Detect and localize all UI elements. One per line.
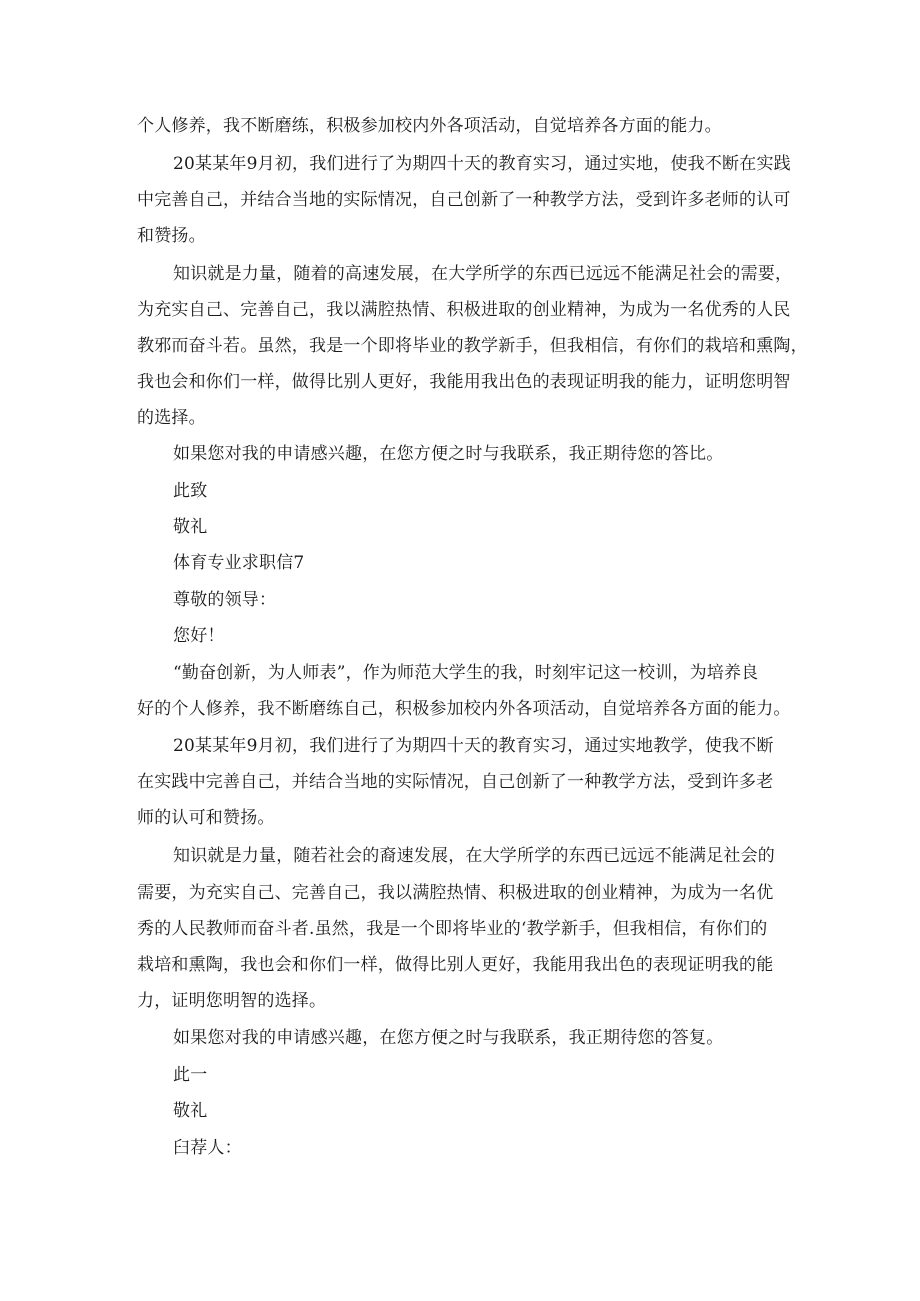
paragraph-line: 如果您对我的申请感兴趣，在您方便之时与我联系，我正期待您的答复。	[173, 1028, 724, 1048]
closing-line: 敬礼	[173, 1101, 208, 1121]
salutation: 尊敬的领导：	[173, 590, 277, 610]
section-heading: 体育专业求职信7	[173, 553, 305, 573]
paragraph-line: 20某某年9月初，我们进行了为期四十天的教育实习，通过实地教学，使我不断	[173, 736, 774, 756]
paragraph-line: 个人修养，我不断磨练，积极参加校内外各项活动，自觉培养各方面的能力。	[137, 116, 722, 136]
paragraph-line: 师的认可和赞扬。	[137, 808, 275, 828]
paragraph-line: 为充实自己、完善自己，我以满腔热情、积极进取的创业精神，为成为一名优秀的人民	[137, 300, 791, 320]
closing-line: 敬礼	[173, 517, 208, 537]
paragraph-line: 好的个人修养，我不断磨练自己，积极参加校内外各项活动，自觉培养各方面的能力。	[137, 699, 791, 719]
paragraph-line: 我也会和你们一样，做得比别人更好，我能用我出色的表现证明我的能力，证明您明智	[137, 372, 791, 392]
paragraph-line: 知识就是力量，随若社会的裔速发展，在大学所学的东西已远远不能满足社会的	[173, 846, 775, 866]
paragraph-line: 栽培和熏陶，我也会和你们一样，做得比别人更好，我能用我出色的表现证明我的能	[137, 955, 774, 975]
paragraph-line: 在实践中完善自己，并结合当地的实际情况，自己创新了一种教学方法，受到许多老	[137, 772, 774, 792]
signature-line: 臼荐人：	[173, 1138, 242, 1158]
paragraph-line: 20某某年9月初，我们进行了为期四十天的教育实习，通过实地，使我不断在实践	[173, 154, 791, 174]
paragraph-line: 如果您对我的申请感兴趣，在您方便之时与我联系，我正期待您的答比。	[173, 444, 724, 464]
closing-line: 此一	[173, 1065, 208, 1085]
paragraph-line: 需要，为充实自己、完善自己，我以满腔热情、积极进取的创业精神，为成为一名优	[137, 883, 774, 903]
paragraph-line: 知识就是力量，随着的高速发展，在大学所学的东西已远远不能满足社会的需要，	[173, 264, 793, 284]
paragraph-line: “勤奋创新，为人师表”，作为师范大学生的我，时刻牢记这一校训，为培养良	[173, 663, 759, 683]
paragraph-line: 和赞扬。	[137, 226, 206, 246]
closing-line: 此致	[173, 481, 208, 501]
greeting: 您好！	[173, 626, 225, 646]
paragraph-line: 秀的人民教师而奋斗者.虽然，我是一个即将毕业的‘教学新手，但我相信，有你们的	[137, 919, 768, 939]
paragraph-line: 的选择。	[137, 408, 206, 428]
paragraph-line: 中完善自己，并结合当地的实际情况，自己创新了一种教学方法，受到许多老师的认可	[137, 190, 791, 210]
paragraph-line: 教邪而奋斗若。虽然，我是一个即将毕业的教学新手，但我相信，有你们的栽培和熏陶，	[137, 336, 808, 356]
paragraph-line: 力，证明您明智的选择。	[137, 991, 327, 1011]
